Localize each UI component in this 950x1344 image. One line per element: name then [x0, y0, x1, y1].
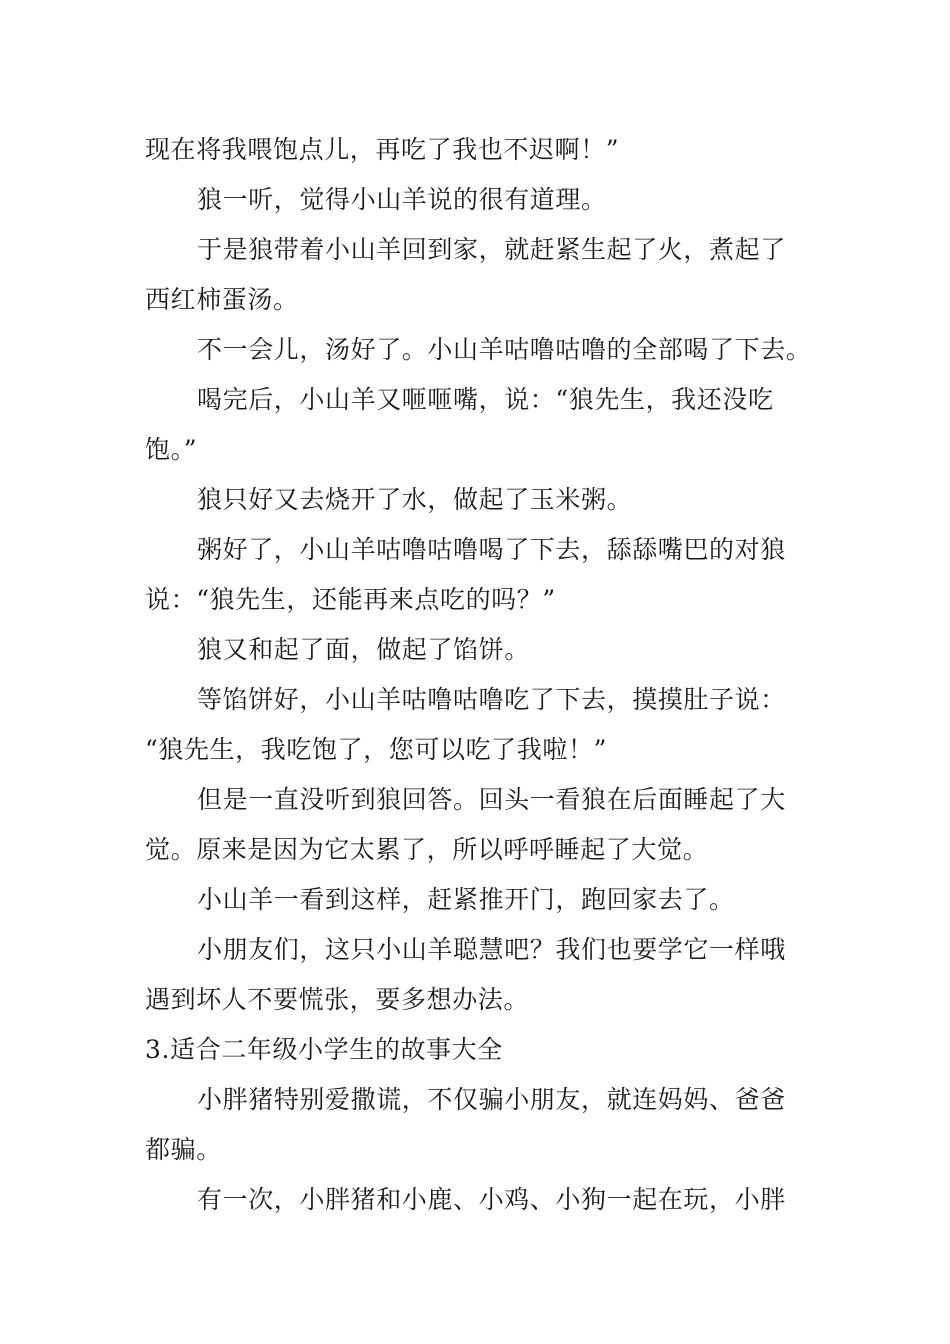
text-line: 狼又和起了面，做起了馅饼。	[197, 635, 530, 664]
text-line: 小胖猪特别爱撒谎，不仅骗小朋友，就连妈妈、爸爸	[197, 1085, 786, 1114]
text-line: 不一会儿，汤好了。小山羊咕噜咕噜的全部喝了下去。	[197, 335, 812, 364]
text-line: 于是狼带着小山羊回到家，就赶紧生起了火，煮起了	[197, 235, 786, 264]
text-line: 饱。”	[145, 435, 198, 464]
text-line: 等馅饼好，小山羊咕噜咕噜吃了下去，摸摸肚子说：	[197, 685, 786, 714]
text-line: 小山羊一看到这样，赶紧推开门，跑回家去了。	[197, 885, 735, 914]
text-line: 西红柿蛋汤。	[145, 285, 299, 314]
text-line: 现在将我喂饱点儿，再吃了我也不迟啊！”	[145, 135, 620, 164]
text-line: 有一次，小胖猪和小鹿、小鸡、小狗一起在玩，小胖	[197, 1185, 786, 1214]
text-line: 说：“狼先生，还能再来点吃的吗？”	[145, 585, 556, 614]
text-line: 狼只好又去烧开了水，做起了玉米粥。	[197, 485, 633, 514]
text-line: 喝完后，小山羊又咂咂嘴，说：“狼先生，我还没吃	[197, 385, 774, 414]
text-line: 都骗。	[145, 1135, 222, 1164]
text-line: 粥好了，小山羊咕噜咕噜喝了下去，舔舔嘴巴的对狼	[197, 535, 786, 564]
text-line: 狼一听，觉得小山羊说的很有道理。	[197, 185, 607, 214]
text-line: 小朋友们，这只小山羊聪慧吧？我们也要学它一样哦	[197, 935, 786, 964]
text-line: 但是一直没听到狼回答。回头一看狼在后面睡起了大	[197, 785, 786, 814]
text-line: 遇到坏人不要慌张，要多想办法。	[145, 985, 530, 1014]
section-heading: 3.适合二年级小学生的故事大全	[145, 1035, 503, 1064]
text-line: 觉。原来是因为它太累了，所以呼呼睡起了大觉。	[145, 835, 709, 864]
text-line: “狼先生，我吃饱了，您可以吃了我啦！”	[145, 735, 607, 764]
